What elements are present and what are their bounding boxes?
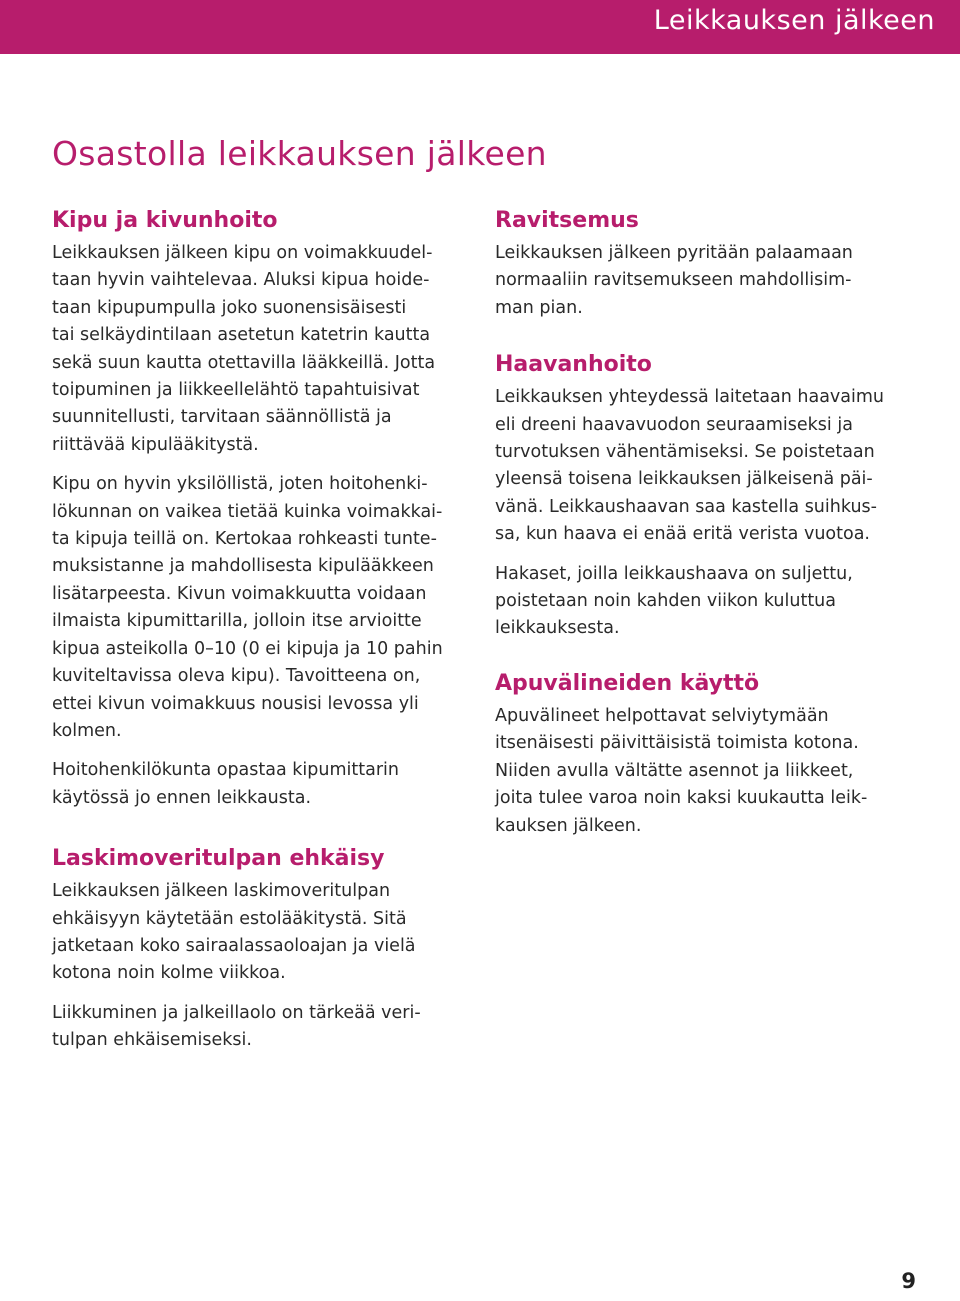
- page-number: 9: [901, 1269, 916, 1293]
- pain-paragraph-3: Hoitohenkilökunta opastaa kipumittarin käytössä jo ennen leikkausta.: [52, 760, 399, 808]
- section-heading-pain: Kipu ja kivunhoito: [52, 208, 278, 233]
- section-mobility-aids: [495, 667, 915, 840]
- section-heading-wound-care: Haavanhoito: [495, 352, 652, 378]
- header-bar: [0, 0, 960, 54]
- wound-paragraph-1: Leikkauksen yhteydessä laitetaan haavaimu eli dreeni haavavuodon seuraamiseksi ja turvotuksen vähentämiseksi. Se poistetaan yleensä toisena leikkauksen jälkeisenä päi- vänä. Leikkaushaavan saa kastella suihkus- sa, kun haava ei enää eritä verista vuotoa.: [495, 387, 885, 545]
- section-pain: [52, 204, 472, 812]
- pain-paragraph-2: Kipu on hyvin yksilöllistä, joten hoitohenki- lökunnan on vaikea tietää kuinka voimakkai- ta kipuja teillä on. Kertokaa rohkeasti tunte- muksistanne ja mahdollisesta kipulääkkeen lisätarpeesta. Kivun voimakkuutta voidaan ilmaista kipumittarilla, jolloin itse arvioitte kipua asteikolla 0–10 (0 ei kipuja ja 10 pahin kuviteltavissa oleva kipu). Tavoitteena on, ettei kivun voimakkuus nousisi levossa yli kolmen.: [52, 474, 443, 741]
- section-wound-care: [495, 348, 915, 643]
- right-column: [495, 204, 915, 852]
- section-heading-thrombosis: Laskimoveritulpan ehkäisy: [52, 846, 385, 872]
- section-heading-nutrition: Ravitsemus: [495, 208, 639, 233]
- section-thrombosis: [52, 842, 472, 1054]
- pain-paragraph-1: Leikkauksen jälkeen kipu on voimakkuudel- taan hyvin vaihtelevaa. Aluksi kipua hoide- taan kipupumpulla joko suonensisäisesti tai selkäydintilaan asetetun katetrin kautta sekä suun kautta otettavilla lääkkeillä. Jotta toipuminen ja liikkeellelähtö tapahtuisivat suunnitellusti, tarvitaan säännöllistä ja riittävää kipulääkitystä.: [52, 243, 436, 455]
- page-title: Osastolla leikkauksen jälkeen: [52, 134, 547, 173]
- section-heading-mobility-aids: Apuvälineiden käyttö: [495, 670, 760, 696]
- wound-paragraph-2: Hakaset, joilla leikkaushaava on suljettu, poistetaan noin kahden viikon kuluttua leikkauksesta.: [495, 563, 853, 639]
- section-nutrition: [495, 204, 915, 322]
- header-title: Leikkauksen jälkeen: [653, 5, 935, 36]
- thrombosis-paragraph-1: Leikkauksen jälkeen laskimoveritulpan ehkäisyyn käytetään estolääkitystä. Sitä jatketaan koko sairaalassaoloajan ja vielä kotona noin kolme viikkoa.: [52, 881, 416, 984]
- thrombosis-paragraph-2: Liikkuminen ja jalkeillaolo on tärkeää veri- tulpan ehkäisemiseksi.: [52, 1002, 421, 1051]
- aids-paragraph-1: Apuvälineet helpottavat selviytymään itsenäisesti päivittäisistä toimista kotona. Niiden avulla vältätte asennot ja liikkeet, joita tulee varoa noin kaksi kuukautta leik- kauksen jälkeen.: [495, 705, 868, 836]
- nutrition-paragraph-1: Leikkauksen jälkeen pyritään palaamaan normaaliin ravitsemukseen mahdollisim- man pian.: [495, 243, 853, 318]
- left-column: [52, 204, 472, 1067]
